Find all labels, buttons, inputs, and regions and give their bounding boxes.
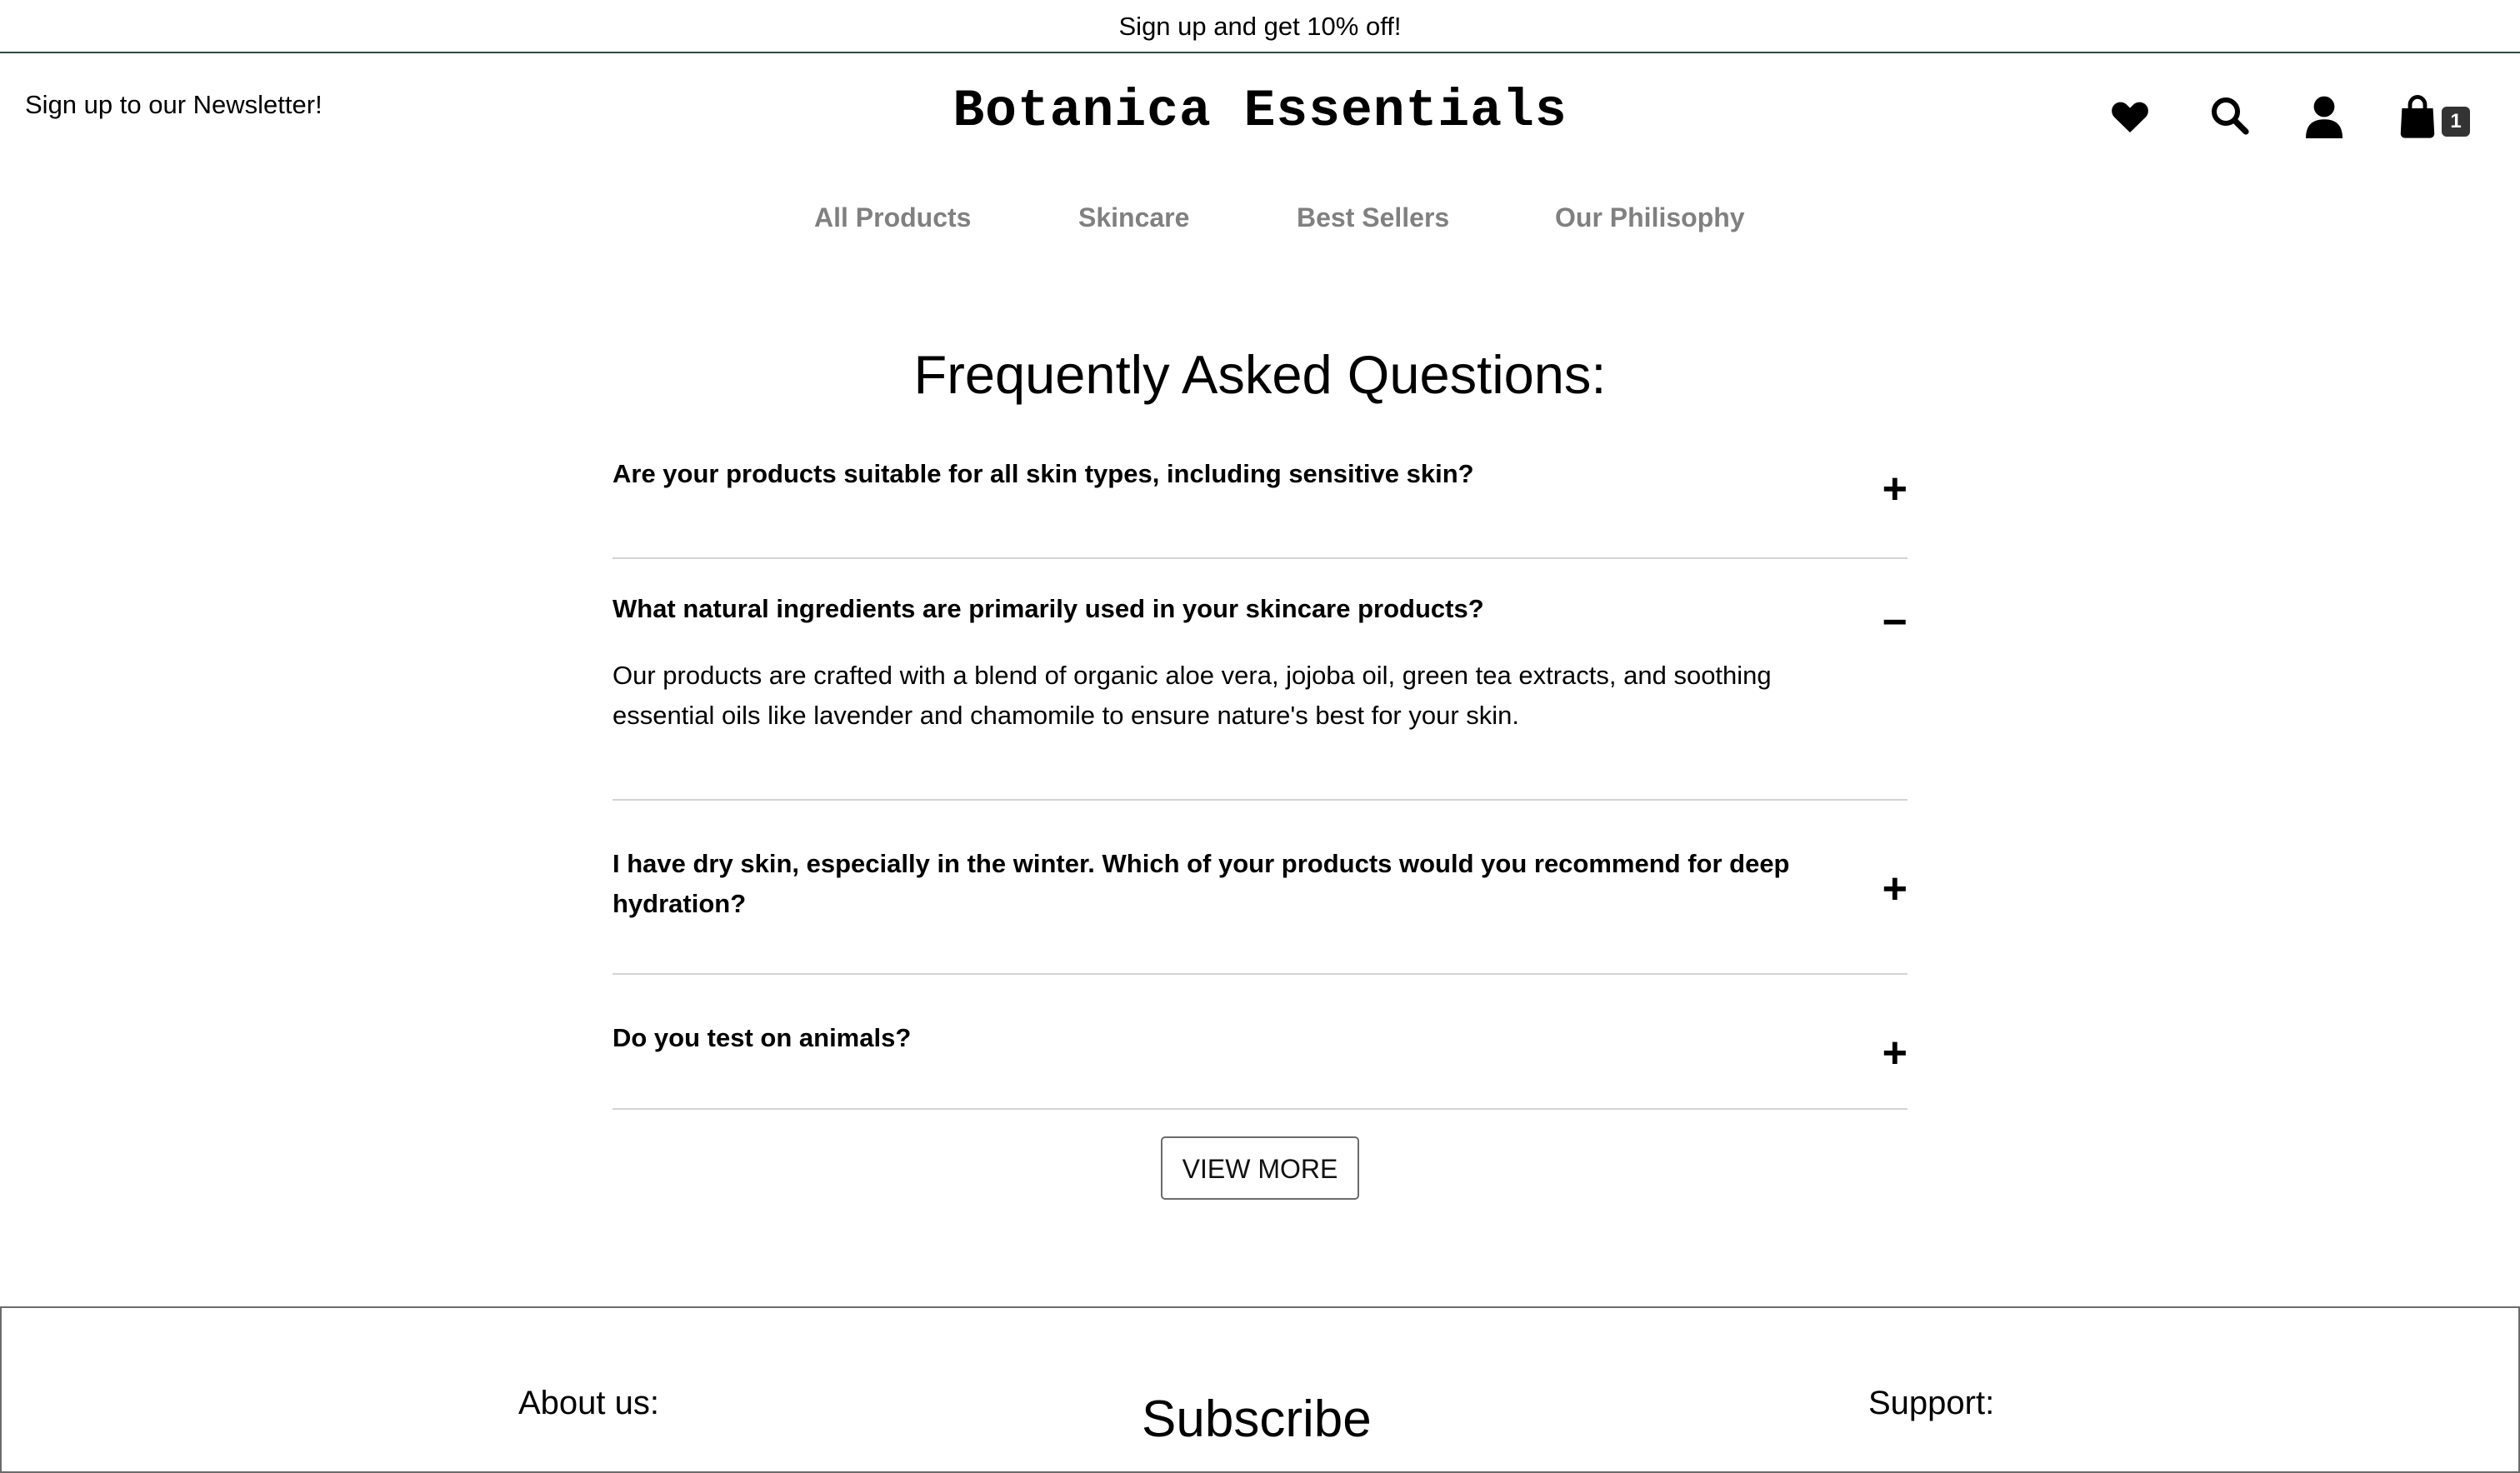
faq-question[interactable]: I have dry skin, especially in the winter. Which of your products would you recommend for deep hydration? <box>612 849 1790 918</box>
promo-banner-text[interactable]: Sign up and get 10% off! <box>1118 12 1402 41</box>
faq-item[interactable] <box>612 559 1908 801</box>
nav-skincare[interactable]: Skincare <box>1078 202 1190 232</box>
user-icon[interactable] <box>2306 95 2342 138</box>
faq-question[interactable]: Do you test on animals? <box>612 1023 912 1052</box>
nav-all-products[interactable]: All Products <box>814 202 972 232</box>
cart-count-badge: 1 <box>2442 107 2470 137</box>
nav-best-sellers[interactable]: Best Sellers <box>1297 202 1450 232</box>
faq-item[interactable] <box>612 975 1908 1110</box>
faq-question[interactable]: Are your products suitable for all skin types, including sensitive skin? <box>612 459 1474 488</box>
faq-list <box>612 454 1908 1110</box>
faq-item[interactable] <box>612 801 1908 975</box>
shopping-bag-icon[interactable] <box>2400 95 2435 138</box>
faq-answer: Our products are crafted with a blend of organic aloe vera, jojoba oil, green tea extracts, and soothing essential oils like lavender and chamomile to ensure nature's best for your skin. <box>612 661 1772 730</box>
footer <box>0 1306 2520 1473</box>
collapse-icon[interactable]: − <box>1882 598 1908 647</box>
promo-banner[interactable] <box>0 0 2520 53</box>
search-icon[interactable] <box>2209 94 2249 136</box>
expand-icon[interactable]: + <box>1882 465 1908 513</box>
faq-question[interactable]: What natural ingredients are primarily used in your skincare products? <box>612 594 1484 623</box>
view-more-button[interactable]: VIEW MORE <box>1161 1136 1359 1200</box>
faq-title: Frequently Asked Questions: <box>913 344 1607 405</box>
newsletter-signup-link[interactable]: Sign up to our Newsletter! <box>25 90 322 119</box>
footer-about-heading: About us: <box>518 1385 660 1421</box>
faq-item[interactable] <box>612 454 1908 559</box>
footer-support-heading: Support: <box>1868 1385 1995 1421</box>
expand-icon[interactable]: + <box>1882 1029 1908 1077</box>
footer-subscribe-heading: Subscribe <box>1142 1391 1372 1448</box>
main-nav <box>0 202 2520 236</box>
heart-icon[interactable] <box>2110 97 2150 137</box>
brand-logo[interactable]: Botanica Essentials <box>952 82 1568 141</box>
nav-our-philosophy[interactable]: Our Philisophy <box>1555 202 1745 232</box>
expand-icon[interactable]: + <box>1882 865 1908 913</box>
